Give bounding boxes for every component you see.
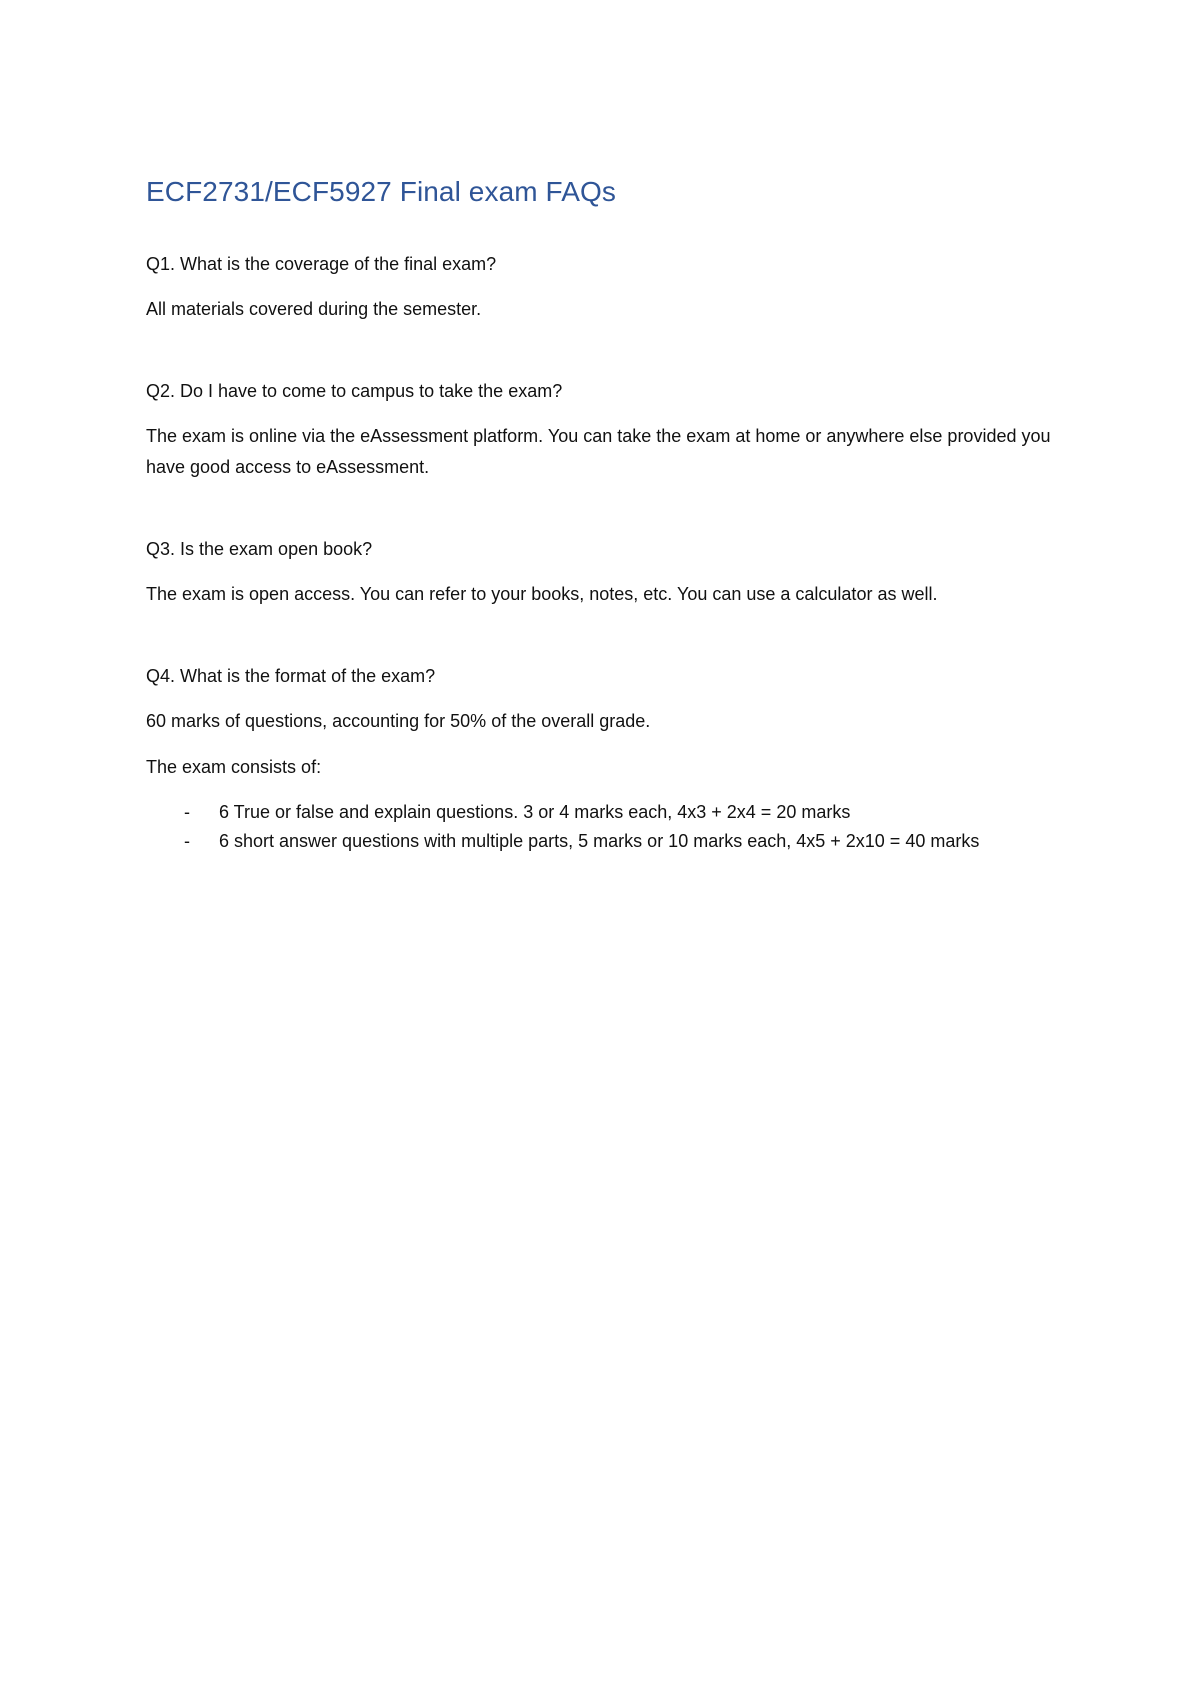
exam-format-list bbox=[146, 798, 1066, 856]
faq-question: Q4. What is the format of the exam? bbox=[146, 666, 436, 686]
faq-question: Q3. Is the exam open book? bbox=[146, 539, 373, 559]
faq-answer: All materials covered during the semester. bbox=[146, 299, 482, 319]
list-item-text: 6 True or false and explain questions. 3 or 4 marks each, 4x3 + 2x4 = 20 marks bbox=[219, 802, 851, 822]
faq-answer: The exam is open access. You can refer to your books, notes, etc. You can use a calculator as well. bbox=[146, 584, 938, 604]
list-item-text: 6 short answer questions with multiple parts, 5 marks or 10 marks each, 4x5 + 2x10 = 40 marks bbox=[219, 831, 980, 851]
document-content bbox=[146, 172, 1066, 908]
faq-item-q2 bbox=[146, 377, 1066, 483]
list-item bbox=[146, 798, 1066, 827]
bullet-marker: - bbox=[184, 802, 190, 822]
list-item bbox=[146, 827, 1066, 856]
bullet-marker: - bbox=[184, 831, 190, 851]
faq-item-q4 bbox=[146, 662, 1066, 856]
faq-question: Q1. What is the coverage of the final exam? bbox=[146, 254, 497, 274]
faq-answer: 60 marks of questions, accounting for 50% of the overall grade. bbox=[146, 711, 651, 731]
faq-item-q3 bbox=[146, 535, 1066, 610]
faq-question: Q2. Do I have to come to campus to take the exam? bbox=[146, 381, 563, 401]
faq-answer: The exam consists of: bbox=[146, 757, 322, 777]
faq-item-q1 bbox=[146, 250, 1066, 325]
document-title: ECF2731/ECF5927 Final exam FAQs bbox=[146, 176, 616, 207]
faq-answer: The exam is online via the eAssessment platform. You can take the exam at home or anywhere else provided you have good access to eAssessment. bbox=[146, 426, 1051, 477]
